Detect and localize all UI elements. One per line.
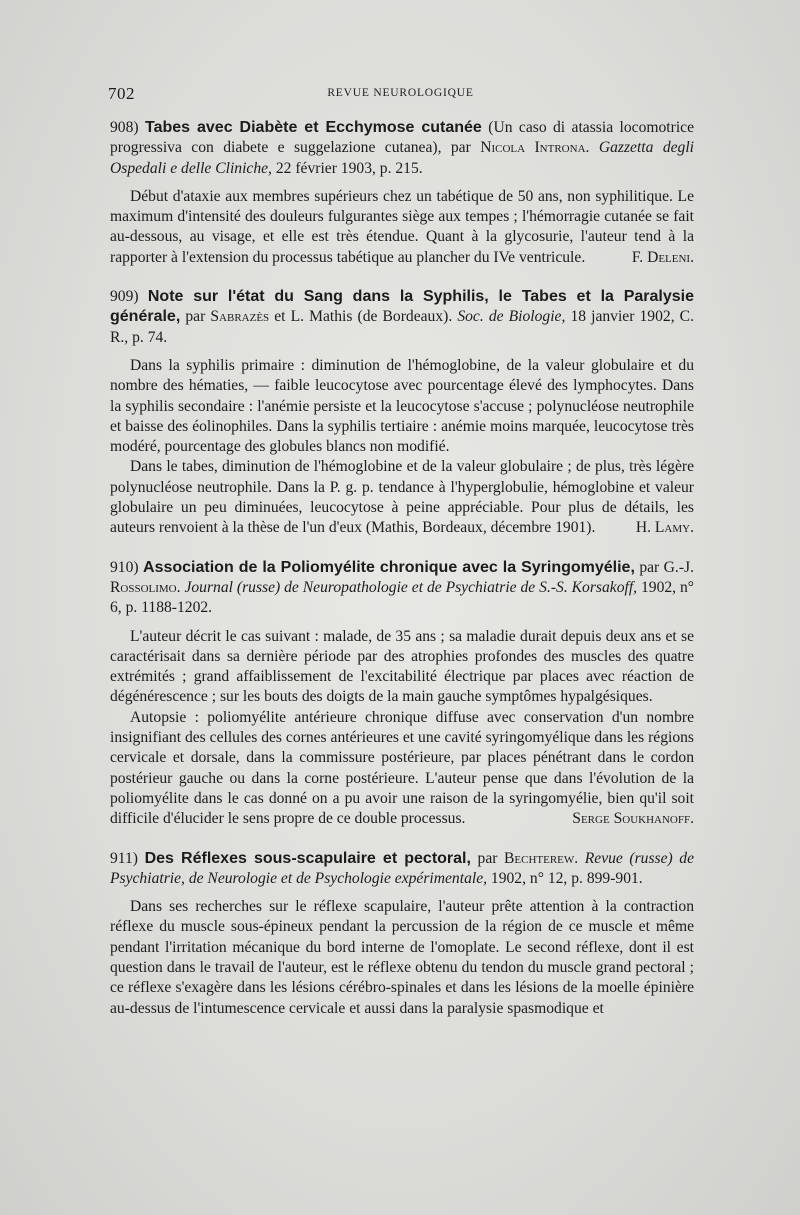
reference-text: par bbox=[180, 308, 211, 326]
entry-heading bbox=[110, 287, 694, 348]
entry-heading bbox=[110, 849, 694, 890]
reference-text: par bbox=[470, 849, 504, 867]
reference-text: et L. Mathis (de Bordeaux). bbox=[269, 308, 458, 326]
entry-heading bbox=[110, 118, 694, 179]
paragraph-text: Début d'ataxie aux membres supérieurs chez un tabétique de 50 ans, non syphilitique. Le maximum d'intensité des douleurs fulgurantes siège aux tempes ; l'hémorragie cutanée se fait au-dessous, au visage, et elle est très étendue. Quant à la glycosurie, l'auteur tend à la rapporter à l'extension du processus tabétique au plancher du IVe ventricule. bbox=[110, 187, 694, 266]
reference-text: par G.-J. bbox=[634, 558, 694, 576]
reference-date: 18 janvier 1902, C. R., p. 74. bbox=[110, 308, 694, 346]
reference-text: (Un caso di atassia locomotrice progressiva con diabete e suggelazione cutanea), par bbox=[110, 119, 694, 157]
entry-title: Note sur l'état du Sang dans la Syphilis, le Tabes et la Paralysie générale, bbox=[110, 288, 694, 326]
journal-name: Soc. de Biologie, bbox=[457, 308, 566, 326]
entry-body bbox=[110, 187, 694, 268]
signature: Serge Soukhanoff. bbox=[572, 810, 694, 828]
paragraph bbox=[110, 187, 694, 268]
entry-number: 908) bbox=[110, 119, 139, 136]
reference-date: 1902, n° 6, p. 1188-1202. bbox=[110, 578, 695, 617]
paragraph bbox=[110, 708, 694, 830]
reference-text: . bbox=[574, 849, 585, 867]
signature: H. Lamy. bbox=[635, 519, 694, 537]
running-head bbox=[108, 84, 693, 108]
entry-body bbox=[110, 356, 694, 539]
reference-date: 1902, n° 12, p. 899-901. bbox=[487, 869, 643, 887]
paragraph-text: Dans le tabes, diminution de l'hémoglobine et de la valeur globulaire ; de plus, très légère polynucléose neutrophile. Dans la P. g. p. tendance à l'hyperglobulie, hémoglobine et valeur globulaire un peu diminuées, leucocytose à peine appréciable. Pour plus de détails, les auteurs renvoient à la thèse de l'un d'eux (Mathis, Bordeaux, décembre 1901). bbox=[110, 458, 694, 537]
entry-title: Tabes avec Diabète et Ecchymose cutanée bbox=[145, 119, 482, 136]
journal-name: Gazzetta degli Ospedali e delle Cliniche, bbox=[110, 139, 695, 177]
author-name: Bechterew bbox=[504, 849, 575, 867]
reference-text: . bbox=[176, 578, 185, 596]
reference-text: . bbox=[585, 139, 599, 157]
page-number: 702 bbox=[108, 84, 135, 103]
entry-number: 910) bbox=[110, 558, 139, 576]
entry-number: 911) bbox=[110, 849, 139, 867]
journal-title: REVUE NEUROLOGIQUE bbox=[327, 87, 474, 99]
paragraph: Dans la syphilis primaire : diminution de l'hémoglobine, de la valeur globulaire et du nombre des hématies, — faible leucocytose avec pourcentage élevé des lymphocytes. Dans la syphilis secondaire : l'anémie persiste et la leucocytose s'accuse ; polynucléose neutrophile et baisse des éolinophiles. Dans la syphilis tertiaire : anémie moins marquée, leucocytose très modéré, pourcentage des globules blancs non modifié. bbox=[110, 356, 694, 456]
paragraph bbox=[110, 457, 694, 538]
article-column bbox=[110, 118, 694, 1038]
journal-name: Journal (russe) de Neuropathologie et de Psychiatrie de S.-S. Korsakoff, bbox=[184, 578, 638, 596]
author-name: Sabrazès bbox=[210, 308, 270, 326]
entry-number: 909) bbox=[110, 288, 139, 306]
paragraph: L'auteur décrit le cas suivant : malade, de 35 ans ; sa maladie durait depuis deux ans et se caractérisait dans sa dernière période par des atrophies profondes des muscles des quatre extrémités ; grand affaiblissement de l'excitabilité électrique par places avec réaction de dégénérescence ; sur les bouts des doigts de la main gauche symptômes hypalgésiques. bbox=[110, 627, 694, 706]
entry-909 bbox=[110, 287, 694, 539]
entry-heading bbox=[110, 558, 694, 619]
entry-910 bbox=[110, 558, 694, 830]
entry-908 bbox=[110, 118, 694, 268]
reference-date: 22 février 1903, p. 215. bbox=[271, 159, 423, 177]
signature: F. Deleni. bbox=[631, 248, 694, 266]
paragraph: Dans ses recherches sur le réflexe scapulaire, l'auteur prête attention à la contraction réflexe du muscle sous-épineux pendant la percussion de la région de ce muscle et même pendant l'irritation mécanique du bord interne de l'omoplate. Le second réflexe, dont il est question dans le travail de l'auteur, est le réflexe obtenu du tendon du muscle grand pectoral ; ce réflexe s'exagère dans les lésions cérébro-spinales et dans les lésions de la moelle épinière au-dessus de l'intumescence cervicale et aussi dans la paralysie spasmodique et bbox=[110, 898, 694, 1017]
entry-title: Des Réflexes sous-scapulaire et pectoral, bbox=[144, 849, 471, 867]
entry-title: Association de la Poliomyélite chronique avec la Syringomyélie, bbox=[143, 558, 635, 576]
entry-911 bbox=[110, 849, 694, 1019]
author-name: Rossolimo bbox=[110, 578, 177, 596]
entry-body bbox=[110, 897, 694, 1019]
author-name: Nicola Introna bbox=[480, 139, 586, 157]
paragraph-text: Autopsie : poliomyélite antérieure chronique diffuse avec conservation d'un nombre insignifiant des cellules des cornes antérieures et une cavité syringomyélique dans les régions cervicale et dorsale, dans la commissure postérieure, par places pénétrant dans le cordon postérieur gauche ou dans la corne postérieure. L'auteur pense que dans l'évolution de la poliomyélite dans le cas donné on a pu avoir une raison de la syringomyélie, bien qu'il soit difficile d'élucider le sens propre de ce double processus. bbox=[110, 708, 694, 828]
entry-body bbox=[110, 627, 694, 830]
journal-name: Revue (russe) de Psychiatrie, de Neurologie et de Psychologie expérimentale, bbox=[110, 849, 694, 887]
